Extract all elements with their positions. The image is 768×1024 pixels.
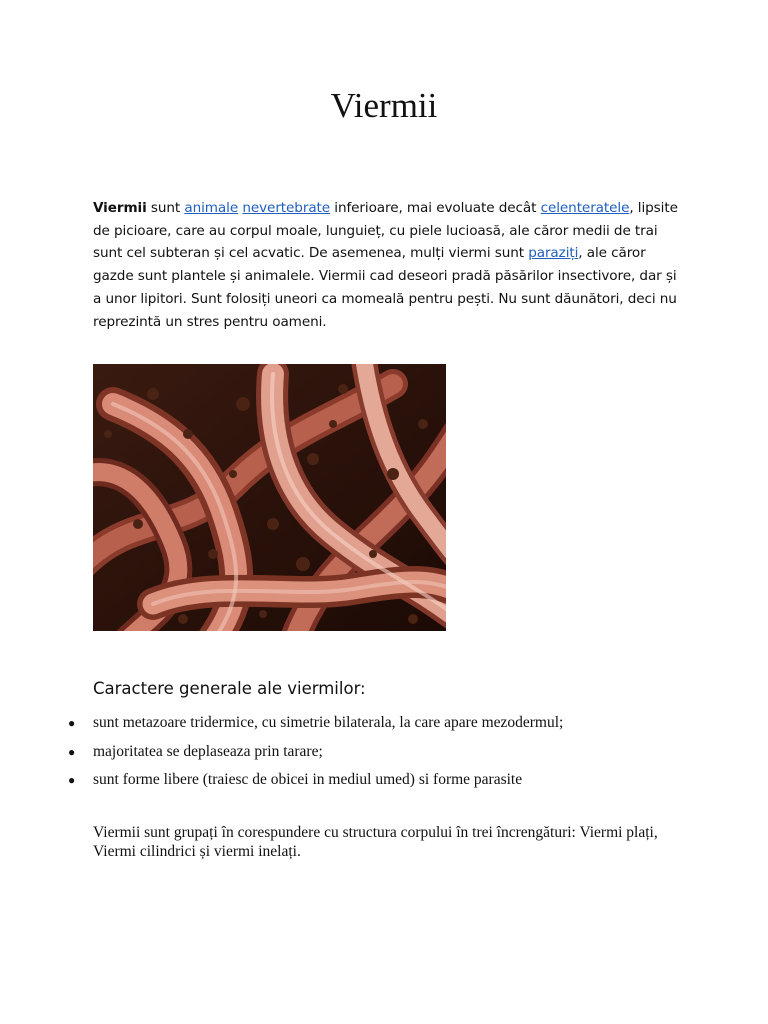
bullet-icon: ●: [68, 744, 76, 759]
bullet-icon: ●: [68, 773, 76, 787]
list-item-text: sunt forme libere (traiesc de obicei in mediul umed) si forme parasite: [93, 771, 523, 788]
section-heading: Caractere generale ale viermilor:: [93, 679, 366, 698]
list-item: [68, 768, 708, 797]
page-title: Viermii: [330, 86, 438, 125]
link-animale[interactable]: animale: [184, 200, 239, 216]
list-item-text: majoritatea se deplaseaza prin tarare;: [93, 742, 323, 760]
intro-text-3: inferioare, mai evoluate decât: [330, 200, 541, 216]
intro-lead-word: Viermii: [93, 200, 147, 216]
link-celenteratele[interactable]: celenteratele: [540, 200, 630, 216]
link-paraziti[interactable]: paraziți: [528, 245, 579, 262]
list-item: [68, 711, 708, 740]
closing-paragraph: Viermii sunt grupați în corespundere cu structura corpului în trei încrengături: Viermi plați, Viermi cilindrici și viermi inelați.: [93, 824, 658, 860]
intro-text-5: , ale căror gazde sunt plantele și animalele. Viermii cad deseori pradă păsărilor insectivore, dar și a unor lipitori. Sunt folosiți uneori ca momeală pentru pești. Nu sunt dăunători, deci nu reprezintă un stres pentru oameni.: [93, 245, 677, 330]
intro-paragraph: [93, 197, 683, 333]
intro-text-4: , lipsite de picioare, care au corpul moale, lunguieț, cu piele lucioasă, ale căror medii de trai sunt cel subteran și cel acvatic. De asemenea, mulți viermi sunt: [93, 200, 678, 262]
earthworms-photo: [93, 364, 446, 631]
list-item-text: sunt metazoare tridermice, cu simetrie bilaterala, la care apare mezodermul;: [93, 714, 564, 731]
list-item: [68, 740, 708, 769]
bullet-icon: ●: [68, 716, 76, 730]
intro-text-1: sunt: [146, 200, 185, 216]
link-nevertebrate[interactable]: nevertebrate: [242, 200, 331, 216]
traits-list: [68, 711, 708, 797]
